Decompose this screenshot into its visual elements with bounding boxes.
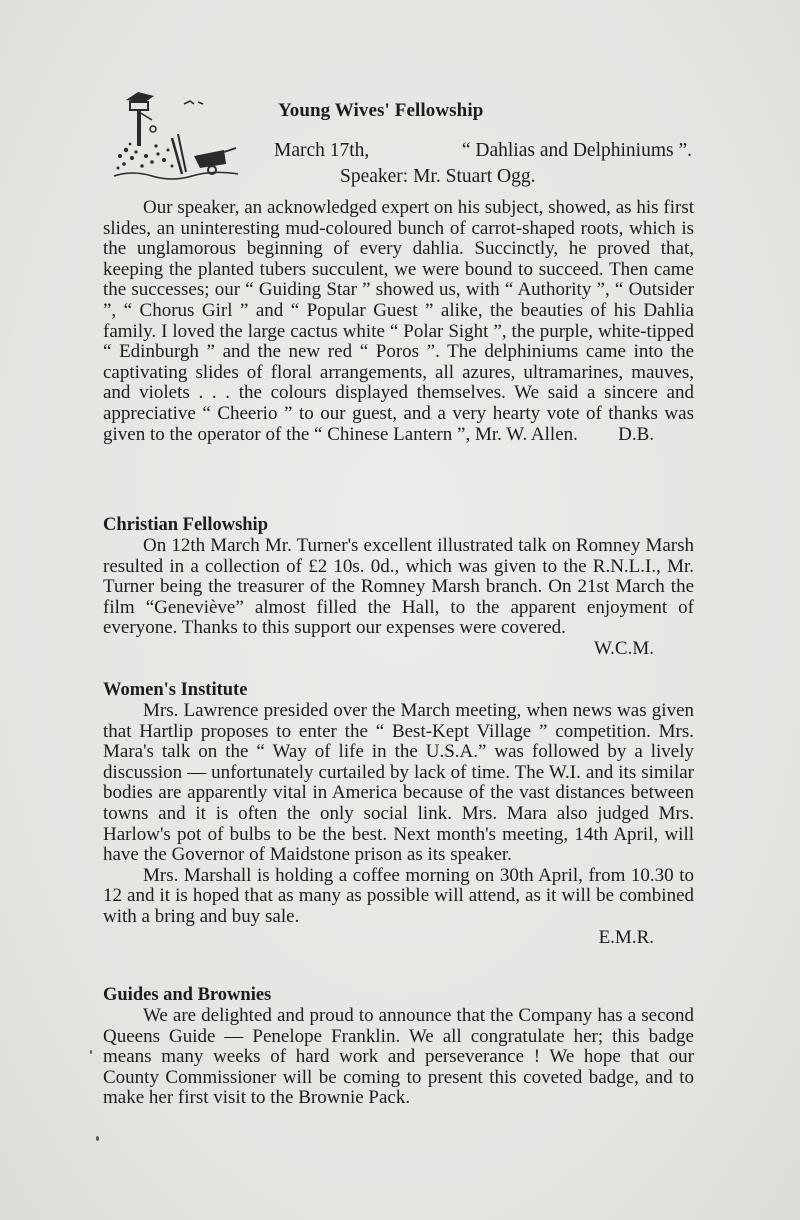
christian-fellowship-body: On 12th March Mr. Turner's excellent illustrated talk on Romney Marsh resulted in a collection of £2 10s. 0d., which was given to the R.N.L.I., Mr. Turner being the treasurer of the Romney Marsh branch. On 21st March the film “Geneviève” almost filled the Hall, to the apparent enjoyment of everyone. Thanks to this support our expenses were covered. bbox=[103, 535, 694, 639]
womens-institute-heading: Women's Institute bbox=[103, 680, 248, 700]
guides-brownies-article bbox=[103, 984, 694, 1109]
womens-institute-body-2: Mrs. Marshall is holding a coffee morning on 30th April, from 10.30 to 12 and it is hoped that as many as possible will attend, as it will be combined with a bring and buy sale. bbox=[103, 864, 694, 927]
garden-illustration bbox=[112, 86, 242, 186]
meeting-topic: “ Dahlias and Delphiniums ”. bbox=[461, 140, 692, 161]
guides-brownies-heading: Guides and Brownies bbox=[103, 985, 272, 1005]
womens-institute-body-1: Mrs. Lawrence presided over the March meeting, when news was given that Hartlip proposes to enter the “ Best-Kept Village ” competition. Mrs. Mara's talk on the “ Way of life in the U.S.A.” was followed by a lively discussion — unfortunately curtailed by lack of time. The W.I. and its similar bodies are apparently vital in America because of the vast distances between towns and it is often the only social link. Mrs. Mara also judged Mrs. Harlow's pot of bulbs to be the best. Next month's meeting, 14th April, will have the Governor of Maidstone prison as its speaker. bbox=[103, 700, 694, 866]
young-wives-text: Our speaker, an acknowledged expert on his subject, showed, as his first slides, an uninteresting mud-coloured bunch of carrot-shaped roots, which is the unglamorous beginning of every dahlia. Succinctly, he proved that, keeping the planted tubers succulent, we were bound to succeed. Then came the successes; our “ Guiding Star ” showed us, with “ Authority ”, “ Outsider ”, “ Chorus Girl ” and “ Popular Guest ” alike, the beauties of his Dahlia family. I loved the large cactus white “ Polar Sight ”, the purple, white-tipped “ Edinburgh ” and the new red “ Poros ”. The delphiniums came into the captivating slides of floral arrangements, all azures, ultramarines, mauves, and violets . . . the colours displayed themselves. We said a sincere and appreciative “ Cheerio ” to our guest, and a very hearty vote of thanks was given to the operator of the “ Chinese Lantern ”, Mr. W. Allen. bbox=[103, 197, 694, 445]
womens-institute-article bbox=[103, 679, 694, 948]
christian-fellowship-article bbox=[103, 514, 694, 659]
guides-brownies-body: We are delighted and proud to announce that the Company has a second Queens Guide — Penelope Franklin. We all congratulate her; this badge means many weeks of hard work and perseverance ! We hope that our County Commissioner will be coming to present this coveted badge, and to make her first visit to the Brownie Pack. bbox=[103, 1005, 694, 1109]
section-title-young-wives: Young Wives' Fellowship bbox=[278, 100, 484, 121]
young-wives-body bbox=[103, 198, 694, 445]
young-wives-signature: D.B. bbox=[618, 423, 654, 445]
young-wives-article bbox=[103, 198, 694, 445]
paper-speck bbox=[90, 1050, 92, 1054]
christian-fellowship-signature: W.C.M. bbox=[593, 637, 654, 659]
speaker-line: Speaker: Mr. Stuart Ogg. bbox=[340, 166, 536, 187]
meeting-date-topic bbox=[274, 140, 692, 162]
womens-institute-signature: E.M.R. bbox=[598, 926, 654, 948]
christian-fellowship-heading: Christian Fellowship bbox=[103, 515, 268, 535]
paper-speck bbox=[96, 1136, 99, 1141]
meeting-date: March 17th, bbox=[274, 140, 370, 161]
